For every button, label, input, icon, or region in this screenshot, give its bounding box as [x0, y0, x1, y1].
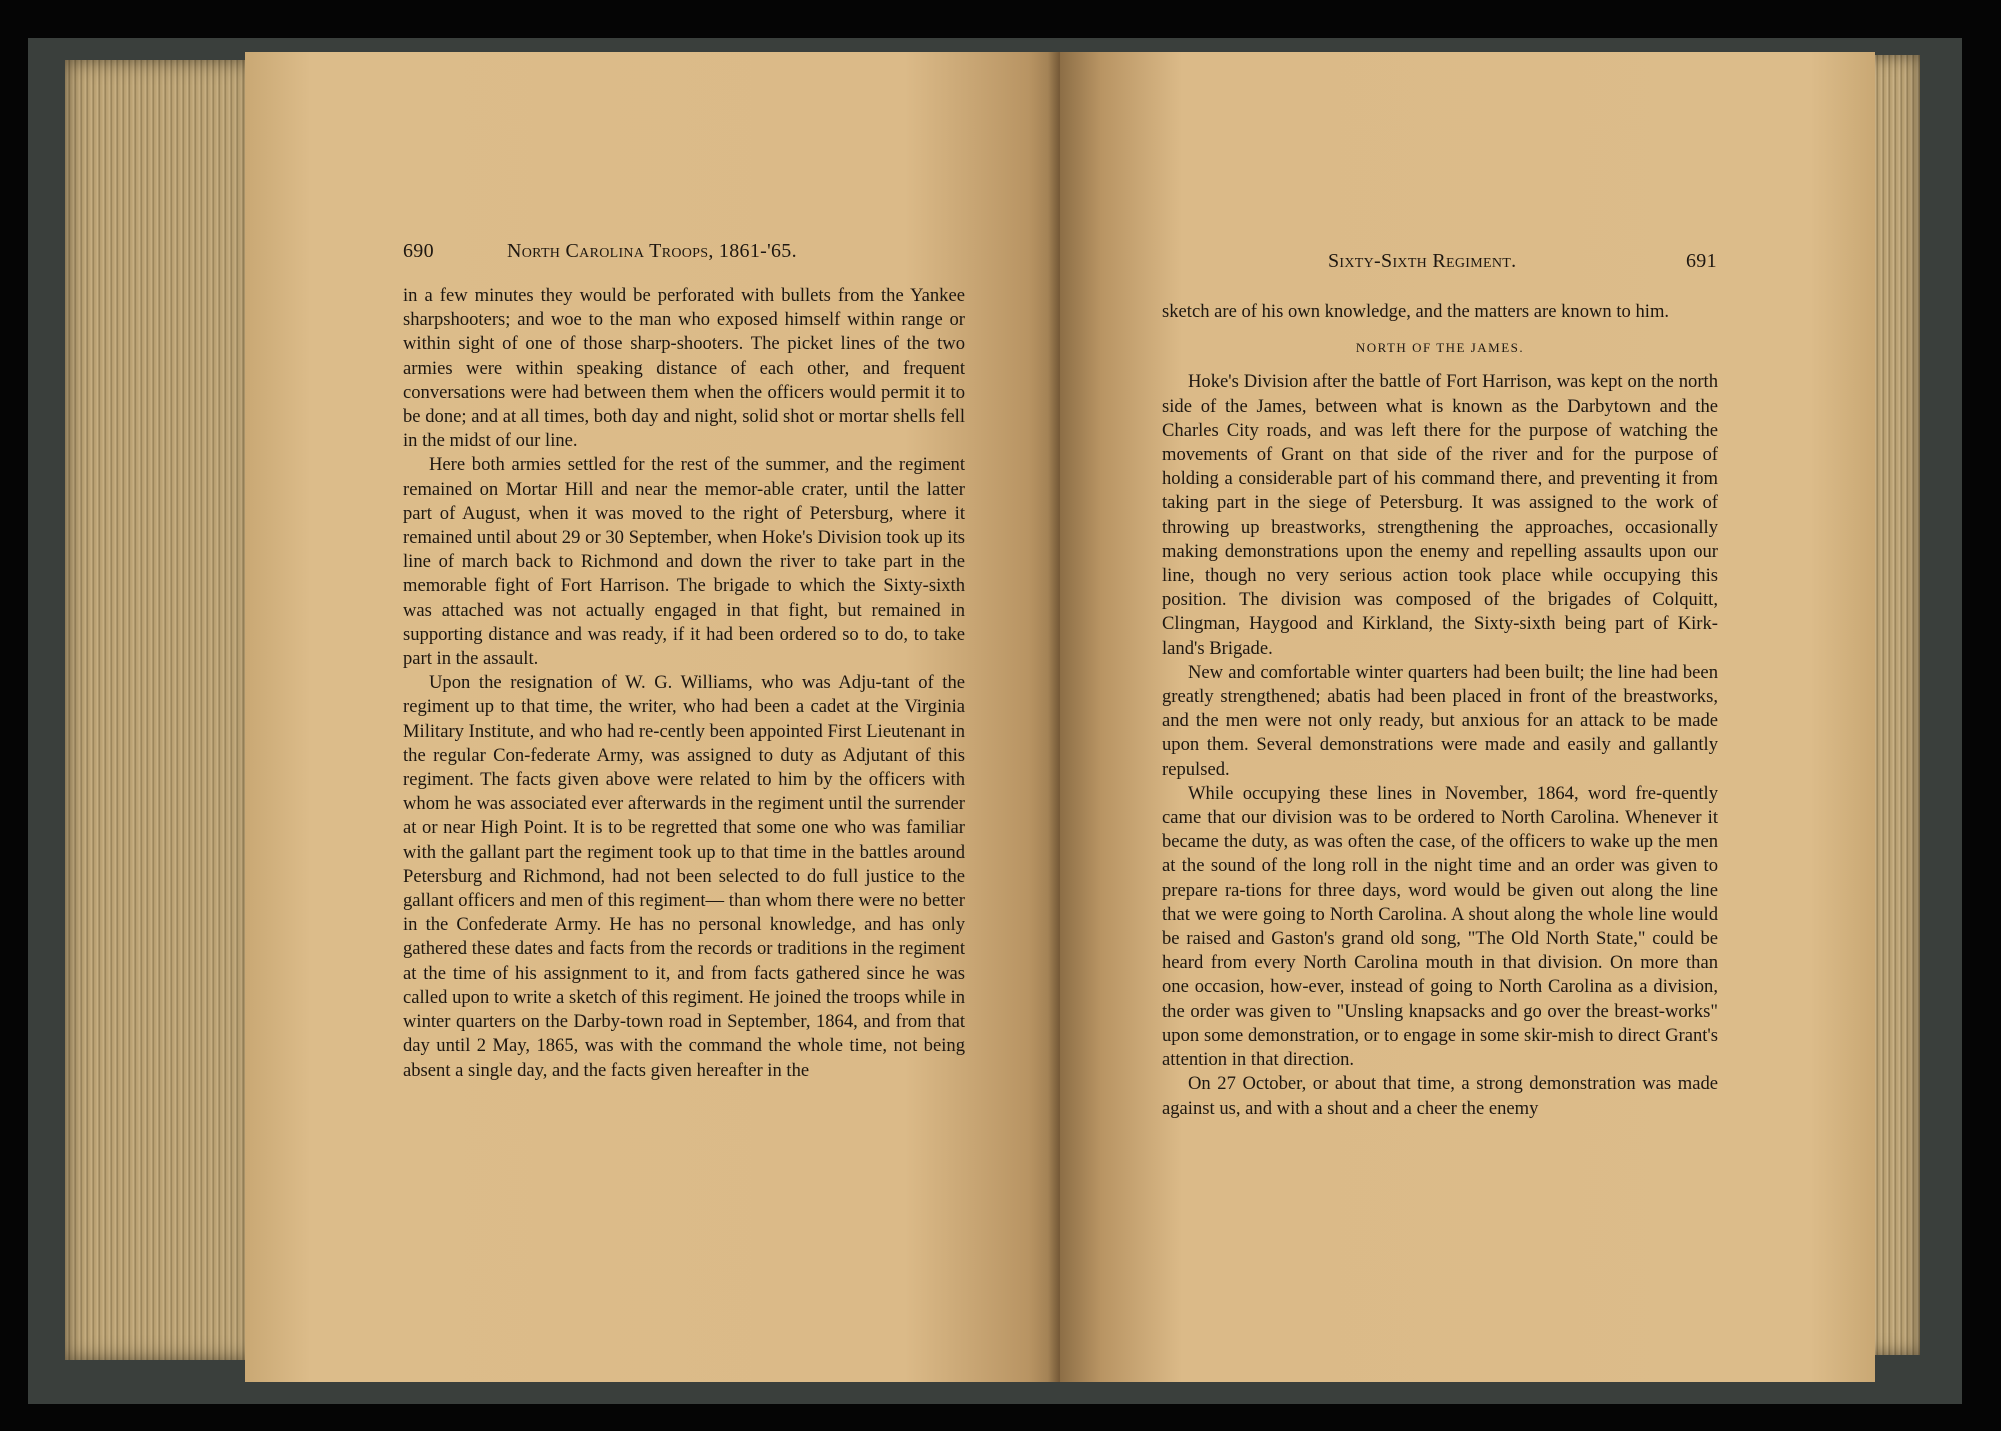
- left-paragraph-2: Here both armies settled for the rest of the summer, and the regiment remained on Mortar Hill and near the memor-able crater, until the latter part of August, when it was moved to the right of Petersburg, where it remained until about 29 or 30 September, when Hoke's Division took up its line of march back to Richmond and down the river to take part in the memorable fight of Fort Harrison. The brigade to which the Sixty-sixth was attached was not actually engaged in that fight, but remained in supporting distance and was ready, if it had been ordered so to do, to take part in the assault.: [403, 454, 965, 670]
- left-paragraph-3: Upon the resignation of W. G. Williams, who was Adju-tant of the regiment up to that time, the writer, who had been a cadet at the Virginia Military Institute, and who had re-cently been appointed First Lieutenant in the regular Con-federate Army, was assigned to duty as Adjutant of this regiment. The facts given above were related to him by the officers with whom he was associated ever afterwards in the regiment until the surrender at or near High Point. It is to be regretted that some one who was familiar with the gallant part the regiment took up to that time in the battles around Petersburg and Richmond, had not been selected to do full justice to the gallant officers and men of this regiment— than whom there were no better in the Confederate Army. He has no personal knowledge, and has only gathered these dates and facts from the records or traditions in the regiment at the time of his assignment to it, and from facts gathered since he was called upon to write a sketch of this regiment. He joined the troops while in winter quarters on the Darby-town road in September, 1864, and from that day until 2 May, 1865, was with the command the whole time, not being absent a single day, and the facts given hereafter in the: [403, 672, 965, 1081]
- right-paragraph-4: On 27 October, or about that time, a strong demonstration was made against us, and with a shout and a cheer the enemy: [1162, 1073, 1718, 1119]
- right-paragraph-3: While occupying these lines in November, 1864, word fre-quently came that our division was to be ordered to North Carolina. Whenever it became the duty, as was often the case, of the officers to wake up the men at the sound of the long roll in the night time and an order was given to prepare ra-tions for three days, word would be given out along the line that we were going to North Carolina. A shout along the whole line would be raised and Gaston's grand old song, "The Old North State," could be heard from every North Carolina mouth in that division. On more than one occasion, how-ever, instead of going to North Carolina as a division, the order was given to "Unsling knapsacks and go over the breast-works" upon some demonstration, or to engage in some skir-mish to direct Grant's attention in that direction.: [1162, 782, 1718, 1071]
- page-edges-left: [65, 60, 255, 1360]
- right-body: [1162, 300, 1718, 1121]
- section-subhead: NORTH OF THE JAMES.: [1355, 340, 1525, 356]
- left-page: [245, 52, 1070, 1382]
- right-paragraph-2: New and comfortable winter quarters had been built; the line had been greatly strengthened; abatis had been placed in front of the breastworks, and the men were not only ready, but anxious for an attack to be made upon them. Several demonstrations were made and easily and gallantly repulsed.: [1162, 661, 1718, 780]
- right-opening: sketch are of his own knowledge, and the matters are known to him.: [1162, 301, 1670, 322]
- right-page: [1060, 52, 1875, 1382]
- right-page-number: 691: [1686, 250, 1717, 272]
- left-page-number: 690: [403, 240, 434, 262]
- left-body: [403, 284, 965, 1083]
- left-paragraph-1: in a few minutes they would be perforated with bullets from the Yankee sharpshooters; and woe to the man who exposed himself within range or within sight of one of those sharp-shooters. The picket lines of the two armies were within speaking distance of each other, and frequent conversations were had between them when the officers would permit it to be done; and at all times, both day and night, solid shot or mortar shells fell in the midst of our line.: [403, 285, 965, 452]
- left-running-title: North Carolina Troops, 1861-'65.: [507, 240, 797, 262]
- right-running-title: Sixty-Sixth Regiment.: [1328, 250, 1517, 272]
- right-paragraph-1: Hoke's Division after the battle of Fort Harrison, was kept on the north side of the James, between what is known as the Darbytown and the Charles City roads, and was left there for the purpose of watching the movements of Grant on that side of the river and for the purpose of holding a considerable part of his command there, and preventing it from taking part in the siege of Petersburg. It was assigned to the work of throwing up breastworks, strengthening the approaches, occasionally making demonstrations upon the enemy and repelling assaults upon our line, though no very serious action took place while occupying this position. The division was composed of the brigades of Colquitt, Clingman, Haygood and Kirkland, the Sixty-sixth being part of Kirk-land's Brigade.: [1162, 371, 1718, 659]
